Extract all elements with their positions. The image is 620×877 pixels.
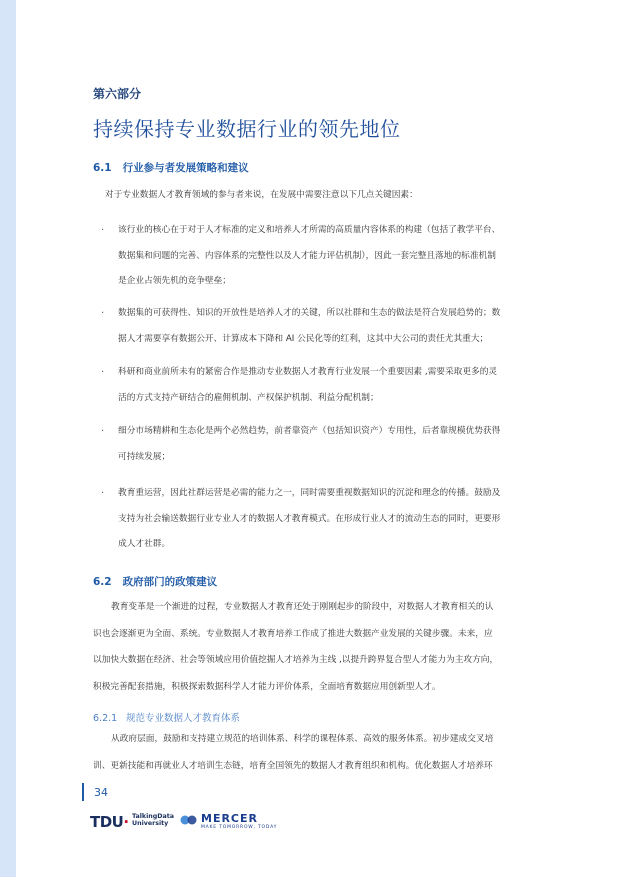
bullet-dot-icon: · xyxy=(101,367,105,378)
section-6-1-heading xyxy=(93,160,249,175)
bullet-item: · 细分市场精耕和生态化是两个必然趋势，前者靠资产（包括知识资产）专用性，后者靠规模优势获得 可持续发展； xyxy=(105,419,533,470)
mercer-logo-icon xyxy=(180,815,198,825)
section-number: 6.2 xyxy=(93,576,112,588)
section-title: 政府部门的政策建议 xyxy=(122,576,218,588)
subsection-title: 规范专业数据人才教育体系 xyxy=(126,713,241,724)
bullet-item: · 数据集的可获得性、知识的开放性是培养人才的关键，所以社群和生态的做法是符合发展趋势的；数 据人才需要享有数据公开、计算成本下降和 AI 公民化等的红利，这其中大公司的责任尤其重大； xyxy=(105,301,533,352)
section-number: 6.1 xyxy=(93,162,112,174)
mercer-tagline: MAKE TOMORROW, TODAY xyxy=(201,825,278,830)
talkingdata-university-logo: TalkingData University xyxy=(132,813,174,827)
tdu-logo: TDU· xyxy=(90,813,129,831)
bullet-item: · 该行业的核心在于对于人才标准的定义和培养人才所需的高质量内容体系的构建（包括了教学平台、 数据集和问题的完善、内容体系的完整性以及人才能力评估机制），因此一套完整且落地的标准机制 是企业占领先机的竞争壁垒； xyxy=(105,218,533,295)
section-6-1-intro: 对于专业数据人才教育领域的参与者来说，在发展中需要注意以下几点关键因素： xyxy=(105,190,418,200)
mercer-logo: MERCER xyxy=(201,812,258,825)
bullet-dot-icon: · xyxy=(101,426,105,437)
section-6-2-paragraph: 教育变革是一个渐进的过程，专业数据人才教育还处于刚刚起步的阶段中，对数据人才教育相关的认 识也会逐渐更为全面、系统。专业数据人才教育培养工作成了推进大数据产业发展的关键步骤。未来，应 以加快大数据在经济、社会等领域应用价值挖掘人才培养为主线 ,以提升跨界复合型人才能力为主攻方向， 积极完善配套措施，积极探索数据科学人才能力评价体系，全面培育数据应用创新型人才。 xyxy=(93,602,499,692)
section-title: 行业参与者发展策略和建议 xyxy=(122,162,249,174)
subsection-number: 6.2.1 xyxy=(93,713,118,724)
bullet-item: · 科研和商业前所未有的紧密合作是推动专业数据人才教育行业发展一个重要因素 ,需要采取更多的灵 活的方式支持产研结合的雇佣机制、产权保护机制、利益分配机制； xyxy=(105,360,533,411)
part-label: 第六部分 xyxy=(93,87,142,101)
section-6-2-heading xyxy=(93,574,217,589)
bullet-item: · 教育重运营，因此社群运营是必需的能力之一，同时需要重视数据知识的沉淀和理念的传播。鼓励及 支持为社会输送数据行业专业人才的数据人才教育模式。在形成行业人才的流动生态的同时，更要形 成人才社群。 xyxy=(105,481,533,558)
section-6-2-1-paragraph: 从政府层面，鼓励和支持建立规范的培训体系、科学的课程体系、高效的服务体系。初步建成交叉培 训、更新技能和再就业人才培训生态链，培育全国领先的数据人才教育组织和机构。优化数据人才培养环 xyxy=(93,734,494,771)
footer-divider xyxy=(82,783,84,801)
bullet-dot-icon: · xyxy=(101,225,105,236)
page-title: 持续保持专业数据行业的领先地位 xyxy=(93,117,401,141)
bullet-dot-icon: · xyxy=(101,488,105,499)
bullet-dot-icon: · xyxy=(101,308,105,319)
section-6-2-1-heading xyxy=(93,710,240,724)
side-accent-bar xyxy=(0,0,16,877)
page-number: 34 xyxy=(94,786,108,799)
